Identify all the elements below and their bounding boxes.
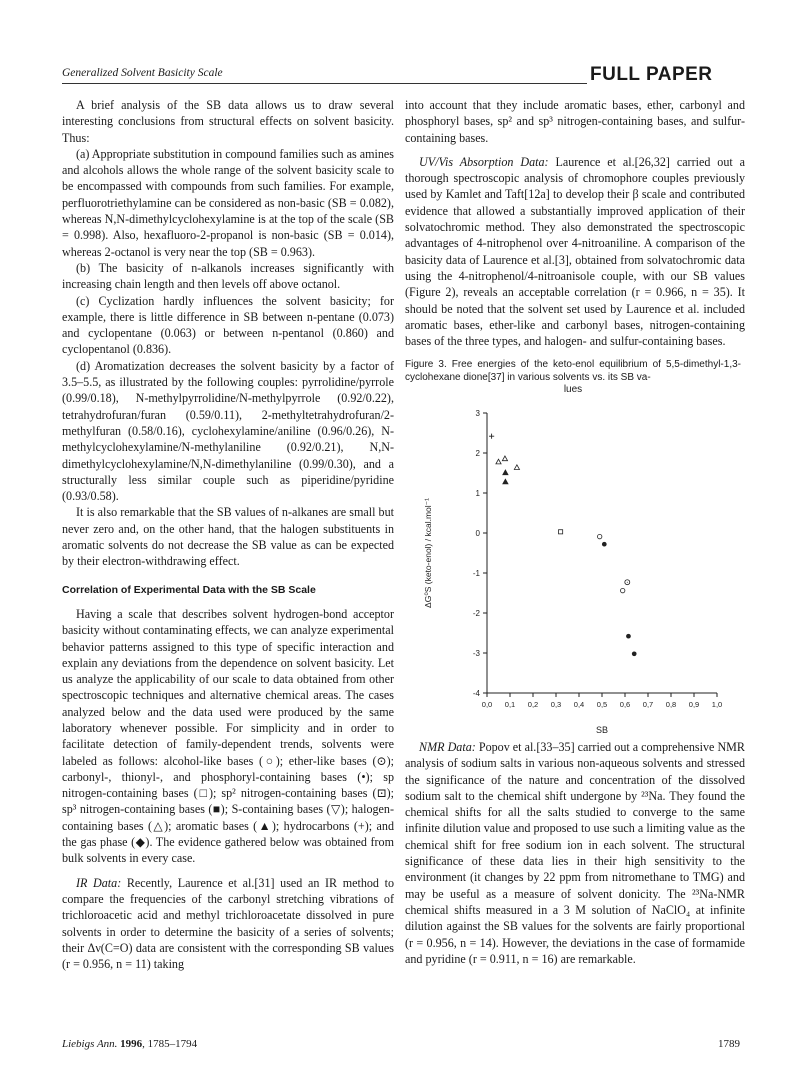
- x-tick-label: 1,0: [711, 699, 723, 709]
- y-tick-label: 2: [475, 448, 480, 458]
- y-tick-label: -3: [472, 648, 480, 658]
- y-tick-label: 3: [475, 408, 480, 418]
- paragraph: Having a scale that describes solvent hydrogen-bond acceptor basicity without contaminating effects, we can analyze experimental behavior patterns assigned to this type of specific interaction and explain any deviations from the dependence on solvent basicity. Let us analyze the applicability of our scale to data obtained from other spectroscopic techniques and alternative chemical areas. The cases analyzed below and the data used were produced by the same laboratory whenever possible. For simplicity and in order to facilitate detection of family-dependent trends, solvents were labeled as follows: alcohol-like bases (○); ether-like bases (⊙); carbonyl-, thionyl-, and phosphoryl-containing bases (•); sp nitrogen-containing bases (□); sp² nitrogen-containing bases (⊡); sp³ nitrogen-containing bases (■); S-containing bases (▽); halogen-containing bases (△); aromatic bases (▲); hydrocarbons (+); and the gas phase (◆). The evidence gathered below was obtained from bulk solvents in every case.: [62, 606, 394, 866]
- x-tick-label: 0,4: [573, 699, 585, 709]
- data-point-open-circle: [620, 588, 624, 592]
- figure-3-chart: [405, 401, 745, 733]
- left-column: [62, 97, 394, 972]
- paragraph-lead: NMR Data:: [419, 739, 476, 754]
- data-point-filled-circle: [632, 651, 637, 656]
- y-axis-label: ΔG⁰S (keto-enol) / kcal.mol⁻¹: [423, 497, 433, 608]
- x-tick-label: 0,8: [665, 699, 677, 709]
- journal-name: Liebigs Ann.: [62, 1038, 118, 1050]
- section-label: FULL PAPER: [590, 64, 713, 85]
- paragraph: (d) Aromatization decreases the solvent basicity by a factor of 3.5–5.5, as illustrated by the following couples: pyrrolidine/pyrrole (0.99/0.18), N-methylpyrrolidine/N-methylpyrrole (0.92/0.22), tetrahydrofuran/furan (0.59/0.11), 2-methyltetrahydrofuran/2-methylfuran (0.58/0.16), cyclohexylamine/aniline (0.96/0.26), N-methylcyclohexylamine/N-methylaniline (0.92/0.21), N,N-dimethylcyclohexylamine/N,N-dimethylaniline (0.99/0.30), and a structurally less similar couple such as piperidine/pyridine (0.93/0.58).: [62, 358, 394, 504]
- y-tick-label: -1: [472, 568, 480, 578]
- data-point-open-triangle: [502, 456, 507, 461]
- data-point-filled-triangle: [503, 470, 508, 475]
- paragraph-body: Popov et al.[33–35] carried out a comprehensive NMR analysis of sodium salts in various non-aqueous solvents and stressed the significance of the nature and concentration of the dissolved sodium salt to the chemical shift undergone by ²³Na. They found the chemical shifts for all the salts studied to converge to the same infinite dilution value and proposed to use such a limiting value as the chemical shift for free sodium ion in each solvent. The structural significance of these data lies in their high sensitivity to the environment (it changes by 22 ppm from nitromethane to TMG) and may be useful as a measure of solvent donicity. The ²³Na-NMR chemical shifts measured in a 3 M solution of NaClO₄ at infinite dilution against the SB values for the solvents are fairly proportional (r = 0.956, n = 14). However, the deviations in the case of formamide and pyridine (r = 0.911, n = 16) are remarkable.: [405, 739, 745, 966]
- journal-pages: , 1785–1794: [142, 1038, 198, 1050]
- caption-text: Figure 3. Free energies of the keto-enol equilibrium of 5,5-dimethyl-1,3-cyclohexane dione[37] in various solvents vs. its SB va-: [405, 359, 741, 383]
- paragraph: [405, 739, 745, 967]
- x-tick-label: 0,7: [642, 699, 654, 709]
- data-point-open-square: [559, 530, 563, 534]
- caption-text-end: lues: [563, 384, 583, 396]
- x-tick-label: 0,0: [481, 699, 493, 709]
- x-tick-label: 0,5: [596, 699, 608, 709]
- journal-year: 1996: [120, 1038, 143, 1050]
- paragraph: [405, 154, 745, 350]
- running-title: Generalized Solvent Basicity Scale: [62, 67, 223, 79]
- paragraph: (b) The basicity of n-alkanols increases significantly with increasing chain length and then levels off above octanol.: [62, 260, 394, 292]
- data-point-filled-circle: [602, 542, 607, 547]
- x-tick-label: 0,3: [550, 699, 562, 709]
- paragraph-body: Laurence et al.[26,32] carried out a thorough spectroscopic analysis of chromophore couples previously used by Kamlet and Taft[12a] to develop their β scale and contributed evidence that allowed a substantially improved application of their solvatochromic method. They also demonstrated the spectroscopic advantages of 4-nitrophenol over 4-nitroaniline. A comparison of the basicity data of Laurence et al.[3], obtained from solvatochromic data using the 4-nitrophenol/4-nitroanisole couple, with our SB values (Figure 2), reveals an acceptable correlation (r = 0.966, n = 35). It should be noted that the solvent set used by Laurence et al. included aromatic bases, ether-like and carbonyl bases, nitrogen-containing bases of the three types, and halogen- and sulfur-containing bases.: [405, 154, 745, 349]
- paragraph-lead: IR Data:: [76, 875, 122, 890]
- x-tick-label: 0,6: [619, 699, 631, 709]
- data-point-filled-triangle: [503, 479, 508, 484]
- paragraph-body: Recently, Laurence et al.[31] used an IR method to compare the frequencies of the carbonyl stretching vibrations of trichloroacetic acid and methyl trichloroacetate dissolved in pure solvents in order to determine the basicity of a series of solvents; their Δν(C=O) data are consistent with the corresponding SB values (r = 0.956, n = 11) taking: [62, 875, 394, 972]
- data-point-dotted-circle-center: [627, 582, 628, 583]
- paragraph: (c) Cyclization hardly influences the solvent basicity; for example, there is little difference in SB between n-pentane (0.073) and cyclopentane (0.063) or between n-pentanol (0.860) and cyclopentanol (0.836).: [62, 293, 394, 357]
- data-point-open-circle: [597, 534, 601, 538]
- section-heading: Correlation of Experimental Data with the SB Scale: [62, 583, 316, 596]
- data-point-open-triangle: [496, 459, 501, 464]
- paragraph-lead: UV/Vis Absorption Data:: [419, 154, 549, 169]
- data-point-filled-circle: [626, 634, 631, 639]
- page-number: 1789: [718, 1038, 740, 1050]
- header-rule: [62, 83, 587, 84]
- paragraph: (a) Appropriate substitution in compound families such as amines and alcohols allows the whole range of the solvent basicity scale to be encompassed with compounds from such families. For example, perfluorotriethylamine can be considered as non-basic (SB = 0.082), whereas N,N-dimethylcyclohexylamine is at the top of the scale (SB = 0.998). Also, hexafluoro-2-propanol is non-basic (SB = 0.014), whereas 2-octanol is very near the top (SB = 0.963).: [62, 146, 394, 259]
- x-tick-label: 0,9: [688, 699, 700, 709]
- y-tick-label: -2: [472, 608, 480, 618]
- x-tick-label: 0,1: [504, 699, 516, 709]
- x-axis-label: SB: [595, 724, 609, 733]
- y-tick-label: -4: [472, 688, 480, 698]
- y-tick-label: 0: [475, 528, 480, 538]
- right-column: [405, 97, 745, 967]
- scatter-plot: [405, 401, 745, 733]
- y-tick-label: 1: [475, 488, 480, 498]
- paragraph: A brief analysis of the SB data allows us to draw several interesting conclusions from structural effects on solvent basicity. Thus:: [62, 98, 394, 145]
- data-point-plus: [489, 434, 494, 439]
- paragraph: It is also remarkable that the SB values of n-alkanes are small but never zero and, on the other hand, that the halogen substituents in aromatic solvents do not decrease the SB value as can be expected by their electron-withdrawing effect.: [62, 505, 394, 569]
- x-tick-label: 0,2: [527, 699, 539, 709]
- paragraph: [62, 875, 394, 973]
- paragraph: into account that they include aromatic bases, ether, carbonyl and phosphoryl bases, sp² and sp³ nitrogen-containing bases, and sulfur-containing bases.: [405, 98, 745, 145]
- figure-caption: [405, 359, 741, 397]
- data-point-open-triangle: [514, 465, 519, 470]
- footer-citation: [62, 1038, 197, 1050]
